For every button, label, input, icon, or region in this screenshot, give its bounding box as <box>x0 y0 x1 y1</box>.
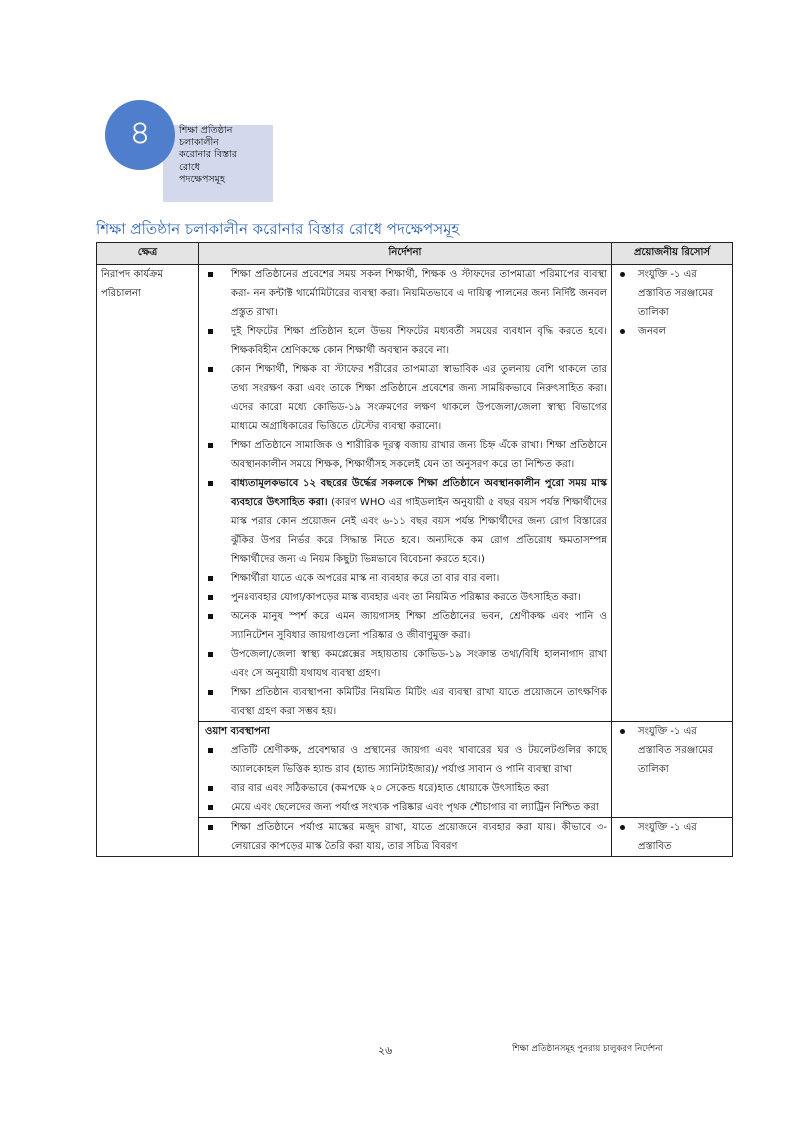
list-item: উপজেলা/জেলা স্বাস্থ্য কমপ্লেক্সের সহায়তায় কোভিড-১৯ সংক্রান্ত তথ্য/বিধি হালনাগাদ রাখা এবং সে অনুযায়ী যথাযথ ব্যবস্থা গ্রহণ। <box>203 645 607 683</box>
list-item <box>203 474 607 569</box>
resource-item: সংযুক্তি -১ এর প্রস্তাবিত সরঞ্জামের তালিকা <box>616 265 728 322</box>
header-resources: প্রয়োজনীয় রিসোর্স <box>612 243 733 265</box>
section-title-line: রোধে <box>179 161 200 173</box>
wash-subheading: ওয়াশ ব্যবস্থাপনা <box>205 726 270 737</box>
section-title-line: করোনার বিস্তার <box>179 149 237 161</box>
section-title-line: চলাকালীন <box>179 137 219 149</box>
guidance-list <box>203 265 607 721</box>
resources-list <box>616 818 728 856</box>
list-item: শিক্ষা প্রতিষ্ঠান ব্যবস্থাপনা কমিটির নিয়মিত মিটিং এর ব্যবস্থা রাখা যাতে প্রয়োজনে তাৎক্ষণিক ব্যবস্থা গ্রহণ করা সম্ভব হয়। <box>203 683 607 721</box>
header-guidance: নির্দেশনা <box>199 243 612 265</box>
list-item: অনেক মানুষ স্পর্শ করে এমন জায়গাসহ শিক্ষা প্রতিষ্ঠানের ভবন, শ্রেণীকক্ষ এবং পানি ও স্যানিটেশন সুবিধার জায়গাগুলো পরিষ্কার ও জীবাণুমুক্ত করা। <box>203 607 607 645</box>
guidance-list <box>203 818 607 856</box>
footer-text: শিক্ষা প্রতিষ্ঠানসমূহ পুনরায় চালুকরণ নির্দেশনা <box>512 1044 663 1054</box>
mask-mandate-bold: বাধ্যতামূলকভাবে ১২ বছরের উর্দ্ধের সকলকে শিক্ষা প্রতিষ্ঠানে অবস্থানকালীন পুরো সময় মাস্ক ব্যবহারে উৎসাহিত করা। <box>231 478 607 508</box>
guidance-cell <box>199 818 612 857</box>
resource-item: জনবল <box>616 322 728 341</box>
resources-cell <box>612 265 733 722</box>
mask-mandate-note: (কারণ WHO এর গাইডলাইন অনুযায়ী ৫ বছর বয়স পর্যন্ত শিক্ষার্থীদের মাস্ক পরার কোন প্রয়োজন নেই এবং ৬-১১ বছর বয়স পর্যন্ত শিক্ষার্থীদের জন্য রোগ বিস্তারের ঝুঁকির উপর নির্ভর করে সিদ্ধান্ত নিতে হবে। অন্যদিকে কম রোগ প্রতিরোধ ক্ষমতাসম্পন্ন শিক্ষার্থীদের জন্য এ নিয়ম কিছুটা ভিন্নভাবে বিবেচনা করতে হবে।) <box>231 497 607 565</box>
list-item: শিক্ষার্থীরা যাতে একে অপরের মাস্ক না ব্যবহার করে তা বার বার বলা। <box>203 569 607 588</box>
section-title-line: শিক্ষা প্রতিষ্ঠান <box>179 125 233 136</box>
table-header-row <box>97 243 733 265</box>
guidance-cell <box>199 722 612 818</box>
section-title-box <box>163 125 273 202</box>
list-item: কোন শিক্ষার্থী, শিক্ষক বা স্টাফের শরীরের তাপমাত্রা স্বাভাবিক এর তুলনায় বেশি থাকলে তার তথ্য সংরক্ষণ করা এবং তাকে শিক্ষা প্রতিষ্ঠানে প্রবেশের জন্য সাময়িকভাবে নিরুৎসাহিত করা। এদের কারো মধ্যে কোভিড-১৯ সংক্রমণের লক্ষণ থাকলে উপজেলা/জেলা স্বাস্থ্য বিভাগের মাধ্যমে অগ্রাধিকারের ভিত্তিতে টেস্টের ব্যবস্থা করানো। <box>203 360 607 436</box>
page-number: ২৬ <box>378 1044 393 1057</box>
resources-cell <box>612 818 733 857</box>
guidance-cell <box>199 265 612 722</box>
resource-item: সংযুক্তি -১ এর প্রস্তাবিত <box>616 818 728 856</box>
resource-item: সংযুক্তি -১ এর প্রস্তাবিত সরঞ্জামের তালিকা <box>616 722 728 779</box>
area-cell: নিরাপদ কার্যক্রম পরিচালনা <box>97 265 199 857</box>
list-item: পুনঃব্যবহার যোগ্য/কাপড়ের মাস্ক ব্যবহার এবং তা নিয়মিত পরিষ্কার করতে উৎসাহিত করা। <box>203 588 607 607</box>
list-item: প্রতিটি শ্রেণীকক্ষ, প্রবেশদ্বার ও প্রস্থানের জায়গা এবং খাবারের ঘর ও টয়লেটগুলির কাছে অ্যালকোহল ভিত্তিক হ্যান্ড রাব (হ্যান্ড স্যানিটাইজার)/ পর্যাপ্ত সাবান ও পানি ব্যবস্থা রাখা <box>203 741 607 779</box>
list-item: শিক্ষা প্রতিষ্ঠানে পর্যাপ্ত মাস্কের মজুদ রাখা, যাতে প্রয়োজনে ব্যবহার করা যায়। কীভাবে ৩-লেয়ারের কাপড়ের মাস্ক তৈরি করা যায়, তার সচিত্র বিবরণ <box>203 818 607 856</box>
section-title-line: পদক্ষেপসমূহ <box>179 173 225 185</box>
list-item: শিক্ষা প্রতিষ্ঠানে সামাজিক ও শারীরিক দূরত্ব বজায় রাখার জন্য চিহ্ন এঁকে রাখা। শিক্ষা প্রতিষ্ঠানে অবস্থানকালীন সময়ে শিক্ষক, শিক্ষার্থীসহ সকলেই যেন তা অনুসরণ করে তা নিশ্চিত করা। <box>203 436 607 474</box>
list-item: শিক্ষা প্রতিষ্ঠানের প্রবেশের সময় সকল শিক্ষার্থী, শিক্ষক ও স্টাফদের তাপমাত্রা পরিমাপের ব্যবস্থা করা- নন কন্টাক্ট থার্মোমিটারের ব্যবস্থা করা। নিয়মিতভাবে এ দায়িত্ব পালনের জন্য নির্দিষ্ট জনবল প্রস্তুত রাখা। <box>203 265 607 322</box>
list-item: দুই শিফটের শিক্ষা প্রতিষ্ঠান হলে উভয় শিফটের মধ্যবর্তী সময়ের ব্যবধান বৃদ্ধি করতে হবে। শিক্ষকবিহীন শ্রেণিকক্ষে কোন শিক্ষার্থী অবস্থান করবে না। <box>203 322 607 360</box>
section-number-badge: ৪ <box>105 100 175 170</box>
resources-list <box>616 722 728 779</box>
resources-list <box>616 265 728 341</box>
list-item: মেয়ে এবং ছেলেদের জন্য পর্যাপ্ত সংখ্যক পরিষ্কার এবং পৃথক শৌচাগার বা ল্যাট্রিন নিশ্চিত করা <box>203 798 607 817</box>
resources-cell <box>612 722 733 818</box>
page-heading: শিক্ষা প্রতিষ্ঠান চলাকালীন করোনার বিস্তার রোধে পদক্ষেপসমূহ <box>96 220 460 238</box>
table-row <box>97 265 733 722</box>
guidance-list <box>203 741 607 817</box>
guidance-table <box>96 242 733 857</box>
list-item: বার বার এবং সঠিকভাবে (কমপক্ষে ২০ সেকেন্ড ধরে)হাত ধোয়াকে উৎসাহিত করা <box>203 779 607 798</box>
header-area: ক্ষেত্র <box>97 243 199 265</box>
